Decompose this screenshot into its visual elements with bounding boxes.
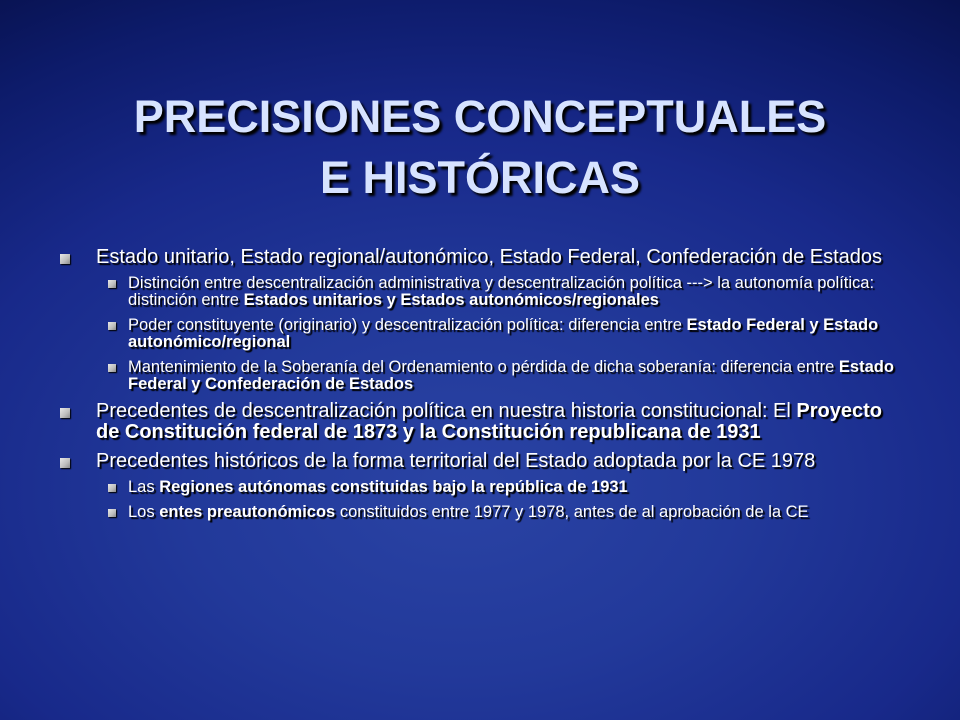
title-line-1: PRECISIONES CONCEPTUALES [133,91,827,142]
title-line-2: E HISTÓRICAS [319,152,641,203]
square-bullet-icon [60,458,70,468]
bullet-text: Distinción entre descentralización administrativa y descentralización política ---> la autonomía política: distinción entre Estados unitarios y Estados autonómicos/regionales [128,274,875,309]
bullet-text: Mantenimiento de la Soberanía del Ordenamiento o pérdida de dicha soberanía: diferencia entre Estado Federal y Confederación de Estados [128,358,894,393]
sub-bullet-descentralizacion [108,275,910,309]
slide-title [30,86,930,208]
sub-bullet-soberania [108,359,910,393]
bullet-text: Precedentes de descentralización política en nuestra historia constitucional: El Proyecto de Constitución federal de 1873 y la Constitución republicana de 1931 [96,400,882,443]
sub-bullet-regiones-autonomas [108,479,910,496]
bullet-item-precedentes-descentralizacion [60,401,910,443]
bullet-text: Los entes preautonómicos constituidos entre 1977 y 1978, antes de al aprobación de la CE [128,503,809,521]
square-bullet-icon [60,408,70,418]
bullet-text: Estado unitario, Estado regional/autonómico, Estado Federal, Confederación de Estados [96,246,883,268]
bullet-text: Poder constituyente (originario) y descentralización política: diferencia entre Estado Federal y Estado autonómico/regional [128,316,879,351]
square-bullet-icon [108,484,116,492]
sub-bullet-entes-preautonomicos [108,504,910,521]
bullet-item-precedentes-historicos [60,451,910,472]
square-bullet-icon [108,364,116,372]
square-bullet-icon [60,254,70,264]
bullet-list [60,247,910,529]
bullet-item-estado-types [60,247,910,268]
sub-bullet-poder-constituyente [108,317,910,351]
square-bullet-icon [108,322,116,330]
bullet-text: Precedentes históricos de la forma territorial del Estado adoptada por la CE 1978 [96,450,816,472]
square-bullet-icon [108,509,116,517]
square-bullet-icon [108,280,116,288]
bullet-text: Las Regiones autónomas constituidas bajo la república de 1931 [128,478,628,496]
